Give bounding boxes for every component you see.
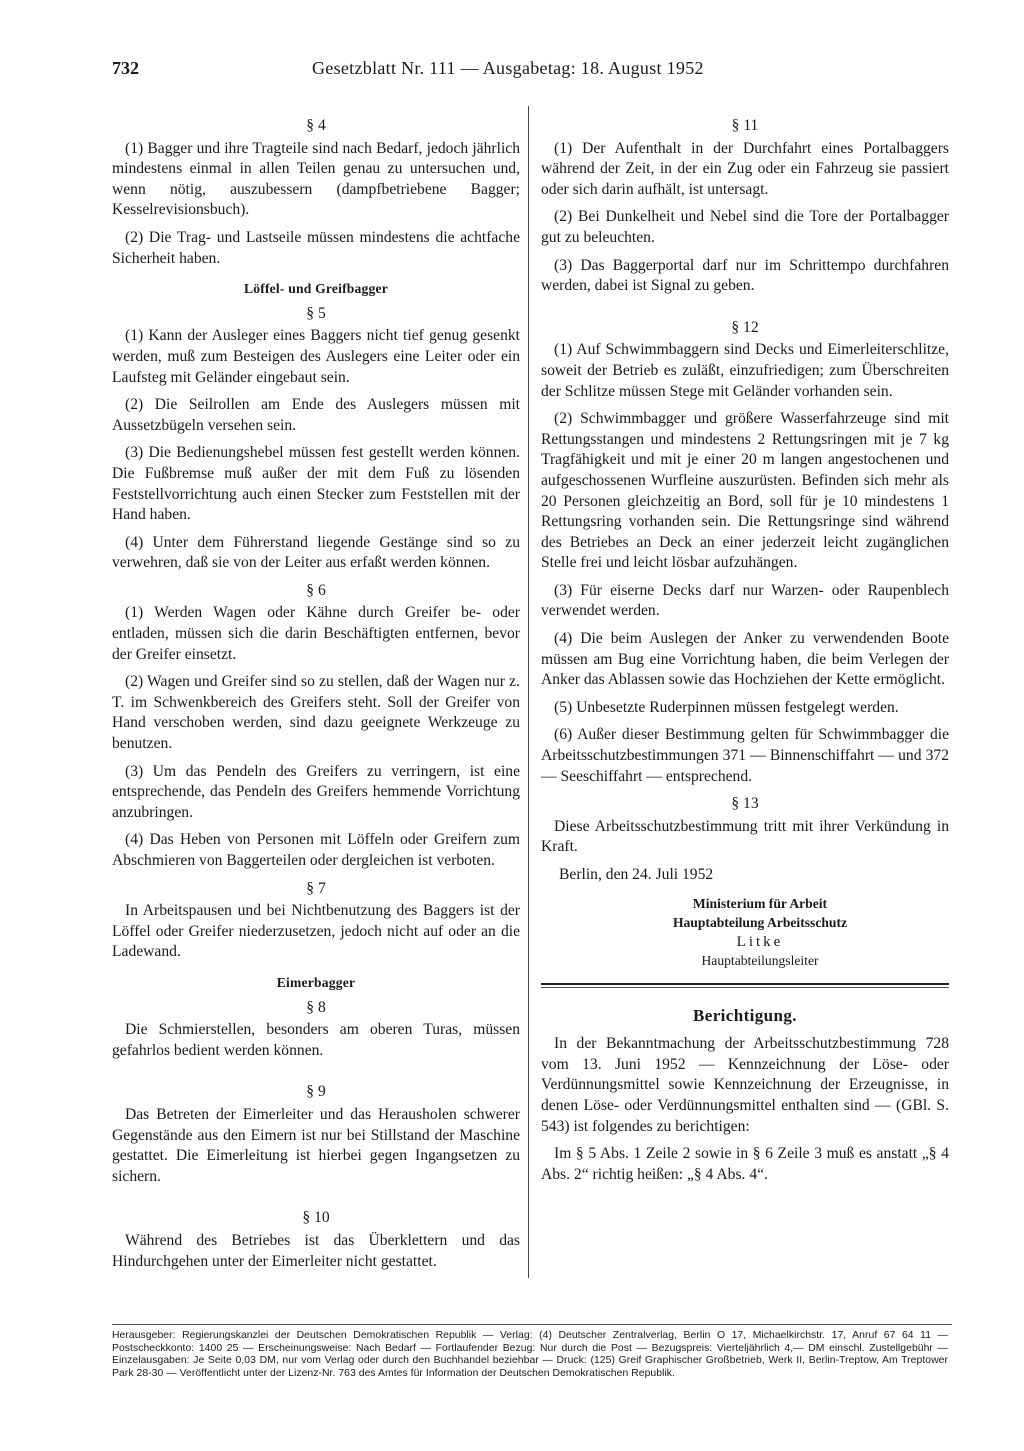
paragraph: (3) Die Bedienungshebel müssen fest gestellt werden können. Die Fußbremse muß außer der mit dem Fuß zu lösenden Feststellvorrichtung auch einen Stecker zum Feststellen mit der Hand haben. xyxy=(112,444,520,524)
paragraph: (1) Der Aufenthalt in der Durchfahrt eines Portalbaggers während der Zeit, in der ein Zug oder ein Fahrzeug sie passiert oder sich darin aufhält, ist untersagt. xyxy=(541,139,949,198)
page-header xyxy=(112,58,952,86)
imprint-footer: Herausgeber: Regierungskanzlei der Deutschen Demokratischen Republik — Verlag: (4) Deutscher Zentralverlag, Berlin O 17, Michaelkirchstr. 17, Anruf 67 64 11 — Postscheckkonto: 1400 25 — Erscheinungsweise: Nach Bedarf — Fortlaufender Bezug: Nur durch die Post — Bezugspreis: Vierteljährlich 4,— DM einschl. Zustellgebühr — Einzelausgaben: Je Seite 0,03 DM, nur vom Verlag oder durch den Buchhandel beziehbar — Druck: (125) Greif Graphischer Großbetrieb, Werk II, Berlin-Treptow, Am Treptower Park 28-30 — Veröffentlicht unter der Lizenz-Nr. 763 des Amtes für Information der Deutschen Demokratischen Republik. xyxy=(112,1330,948,1379)
paragraph: (2) Die Trag- und Lastseile müssen mindestens die achtfache Sicherheit haben. xyxy=(112,228,520,267)
paragraph: (2) Bei Dunkelheit und Nebel sind die Tore der Portalbagger gut zu beleuchten. xyxy=(541,208,949,246)
paragraph: (5) Unbesetzte Ruderpinnen müssen festgelegt werden. xyxy=(554,698,899,716)
paragraph: (1) Bagger und ihre Tragteile sind nach Bedarf, jedoch jährlich mindestens einmal in allen Teilen genau zu untersuchen und, wenn nötig, auszubessern (dampfbetriebene Bagger; Kesselrevisionsbuch). xyxy=(112,139,520,219)
paragraph: (1) Auf Schwimmbaggern sind Decks und Eimerleiterschlitze, soweit der Betrieb es zuläßt, einzufriedigen; zum Überschreiten der Schlitze müssen Stege mit Geländer vorhanden sein. xyxy=(541,341,949,400)
paragraph: Das Betreten der Eimerleiter und das Herausholen schwerer Gegenstände aus den Eimern ist nur bei Stillstand der Maschine gestattet. Die Eimerleitung ist hierbei gegen Ingangsetzen zu sichern. xyxy=(112,1105,520,1185)
paragraph: (1) Werden Wagen oder Kähne durch Greifer be- oder entladen, müssen sich die darin Beschäftigten entfernen, bevor der Greifer einsetzt. xyxy=(112,604,520,663)
closing-block xyxy=(541,865,949,970)
paragraph: (2) Die Seilrollen am Ende des Auslegers müssen mit Aussetzbügeln versehen sein. xyxy=(112,396,520,434)
signature-ministry: Ministerium für Arbeit xyxy=(692,895,828,911)
paragraph: Die Schmierstellen, besonders am oberen Turas, müssen gefahrlos bedient werden können. xyxy=(112,1021,520,1059)
section-heading-4: § 4 xyxy=(306,117,326,134)
section-divider xyxy=(541,983,949,985)
paragraph: (4) Unter dem Führerstand liegende Gestänge sind so zu verwehren, daß sie von der Leiter aus erfaßt werden können. xyxy=(112,533,520,572)
signature-block xyxy=(571,894,949,970)
signature-title: Hauptabteilungsleiter xyxy=(701,952,819,968)
section-divider xyxy=(541,987,949,988)
paragraph: (3) Um das Pendeln des Greifers zu verringern, ist eine entsprechende, das Pendeln des Greifers hemmende Vorrichtung anzubringen. xyxy=(112,762,520,821)
place-date: Berlin, den 24. Juli 1952 xyxy=(559,866,714,883)
section-heading-11: § 11 xyxy=(731,117,759,134)
paragraph: (2) Schwimmbagger und größere Wasserfahrzeuge sind mit Rettungsstangen und mindestens 2 Rettungsringen mit je 7 kg Tragfähigkeit und mit je einer 20 m langen angestochenen und aufgeschossenen Wurfleine auszurüsten. Befinden sich mehr als 20 Personen gleichzeitig an Bord, soll für je 10 mindestens 1 Rettungsring vorhanden sein. Die Rettungsringe sind während des Betriebes an Deck an einer jederzeit leicht zugänglichen Stelle frei und leicht lösbar aufzuhängen. xyxy=(541,410,949,572)
paragraph: (4) Die beim Auslegen der Anker zu verwendenden Boote müssen am Bug eine Vorrichtung haben, die beim Verlegen der Anker das Ablassen sowie das Hochziehen der Kette ermöglicht. xyxy=(541,630,949,689)
left-column xyxy=(112,112,520,1279)
paragraph: (1) Kann der Ausleger eines Baggers nicht tief genug gesenkt werden, muß zum Besteigen des Auslegers eine Leiter oder ein Laufsteg mit Geländer eingebaut sein. xyxy=(112,327,520,386)
section-heading-5: § 5 xyxy=(306,304,326,322)
correction-title: Berichtigung. xyxy=(693,1005,797,1025)
section-heading-6: § 6 xyxy=(306,581,326,599)
section-heading-7: § 7 xyxy=(306,879,326,897)
column-divider xyxy=(528,106,529,1278)
paragraph: Diese Arbeitsschutzbestimmung tritt mit ihrer Verkündung in Kraft. xyxy=(541,817,949,856)
paragraph: Während des Betriebes ist das Überklettern und das Hindurchgehen unter der Eimerleiter nicht gestattet. xyxy=(112,1231,520,1270)
paragraph: (6) Außer dieser Bestimmung gelten für Schwimmbagger die Arbeitsschutzbestimmungen 371 — Binnenschiffahrt — und 372 — Seeschiffahrt — entsprechend. xyxy=(541,726,949,785)
section-heading-13: § 13 xyxy=(731,795,759,813)
section-heading-9: § 9 xyxy=(306,1083,326,1101)
header-title: Gesetzblatt Nr. 111 — Ausgabetag: 18. August 1952 xyxy=(312,58,704,78)
right-column xyxy=(541,112,949,1192)
paragraph: (2) Wagen und Greifer sind so zu stellen, daß der Wagen nur z. T. im Schwenkbereich des Greifers steht. Soll der Greifer von Hand verschoben werden, sind dazu geeignete Werkzeuge zu benutzen. xyxy=(112,673,520,753)
subheading-eimerbagger: Eimerbagger xyxy=(276,974,356,990)
paragraph: (4) Das Heben von Personen mit Löffeln oder Greifern zum Abschmieren von Baggerteilen oder dergleichen ist verboten. xyxy=(112,831,520,869)
paragraph: In der Bekanntmachung der Arbeitsschutzbestimmung 728 vom 13. Juni 1952 — Kennzeichnung der Löse- oder Verdünnungsmittel sowie Kennzeichnung der Erzeugnisse, in denen Löse- oder Verdünnungsmittel enthalten sind — (GBl. S. 543) ist folgendes zu berichtigen: xyxy=(541,1035,949,1135)
subheading-loeffel-greifbagger: Löffel- und Greifbagger xyxy=(243,281,389,297)
paragraph: Im § 5 Abs. 1 Zeile 2 sowie in § 6 Zeile 3 muß es anstatt „§ 4 Abs. 2“ richtig heißen: „§ 4 Abs. 4“. xyxy=(541,1145,949,1183)
section-heading-8: § 8 xyxy=(306,998,326,1016)
footer-divider xyxy=(112,1324,952,1325)
section-heading-10: § 10 xyxy=(302,1209,330,1227)
signature-name: Litke xyxy=(736,933,784,950)
paragraph: In Arbeitspausen und bei Nichtbenutzung des Baggers ist der Löffel oder Greifer niederzusetzen, jedoch nicht auf oder an die Ladewand. xyxy=(112,902,520,961)
page-number: 732 xyxy=(112,58,139,78)
section-heading-12: § 12 xyxy=(731,318,759,336)
paragraph: (3) Für eiserne Decks darf nur Warzen- oder Raupenblech verwendet werden. xyxy=(541,581,949,620)
paragraph: (3) Das Baggerportal darf nur im Schrittempo durchfahren werden, dabei ist Signal zu geben. xyxy=(541,256,949,295)
signature-department: Hauptabteilung Arbeitsschutz xyxy=(672,914,848,930)
